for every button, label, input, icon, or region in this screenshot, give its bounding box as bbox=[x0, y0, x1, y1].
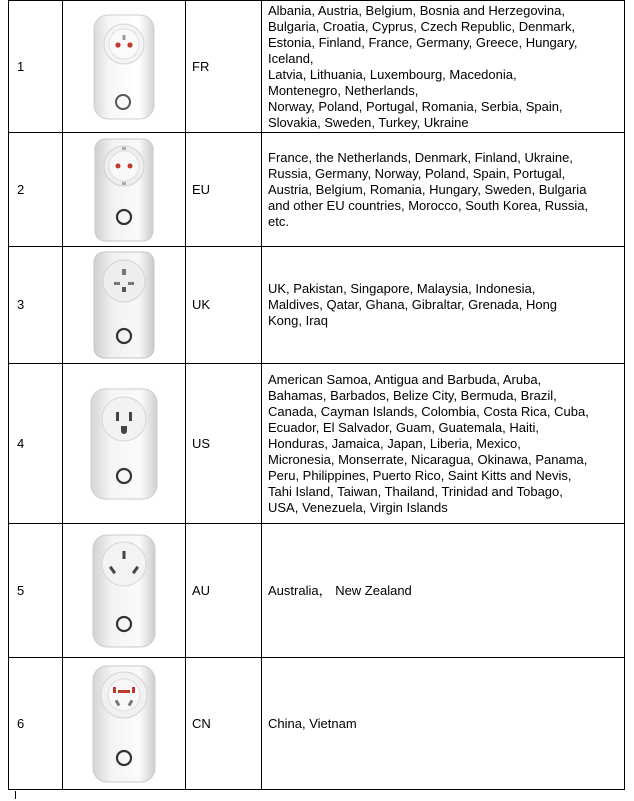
country-list: Albania, Austria, Belgium, Bosnia and Herzegovina, Bulgaria, Croatia, Cyprus, Czech Republic, Denmark, Estonia, Finland, France, Germany, Greece, Hungary, Iceland, Latvia, Lithuania, Luxembourg, Macedonia, Montenegro, Netherlands, Norway, Poland, Portugal, Romania, Serbia, Spain, Slovakia, Sweden, Turkey, Ukraine bbox=[268, 2, 578, 130]
fr-smart-plug-icon bbox=[92, 14, 156, 120]
country-list: France, the Netherlands, Denmark, Finland, Ukraine, Russia, Germany, Norway, Poland, Spain, Portugal, Austria, Belgium, Romania, Hungary, Sweden, Bulgaria and other EU countries, Morocco, South Korea, Russia, etc. bbox=[268, 149, 589, 229]
eu-smart-plug-icon bbox=[93, 138, 155, 242]
table-row bbox=[9, 133, 625, 247]
country-list-cell bbox=[262, 658, 625, 790]
table-row bbox=[9, 247, 625, 364]
country-list-cell bbox=[262, 524, 625, 658]
text-cursor-mark bbox=[15, 791, 16, 799]
country-list: China, Vietnam bbox=[268, 715, 357, 731]
plug-image-cell bbox=[63, 1, 186, 133]
plug-code: CN bbox=[186, 658, 262, 790]
row-number: 2 bbox=[9, 133, 63, 247]
au-smart-plug-icon bbox=[91, 534, 157, 648]
row-number: 3 bbox=[9, 247, 63, 364]
uk-smart-plug-icon bbox=[92, 251, 156, 359]
table-row bbox=[9, 364, 625, 524]
plug-code: UK bbox=[186, 247, 262, 364]
row-number: 6 bbox=[9, 658, 63, 790]
table-row bbox=[9, 524, 625, 658]
row-number: 4 bbox=[9, 364, 63, 524]
row-number: 5 bbox=[9, 524, 63, 658]
country-list-cell bbox=[262, 133, 625, 247]
plug-image-cell bbox=[63, 364, 186, 524]
country-list: UK, Pakistan, Singapore, Malaysia, Indonesia, Maldives, Qatar, Ghana, Gibraltar, Grenada, Hong Kong, Iraq bbox=[268, 281, 558, 328]
plug-image-cell bbox=[63, 658, 186, 790]
plug-image-cell bbox=[63, 247, 186, 364]
us-smart-plug-icon bbox=[89, 388, 159, 500]
country-list-cell bbox=[262, 247, 625, 364]
plug-image-cell bbox=[63, 524, 186, 658]
cn-smart-plug-icon bbox=[91, 665, 157, 783]
plug-code: FR bbox=[186, 1, 262, 133]
plug-code: US bbox=[186, 364, 262, 524]
table-row bbox=[9, 1, 625, 133]
plug-code: EU bbox=[186, 133, 262, 247]
country-list-cell bbox=[262, 1, 625, 133]
country-list-cell bbox=[262, 364, 625, 524]
country-list: Australia， New Zealand bbox=[268, 582, 412, 598]
country-list: American Samoa, Antigua and Barbuda, Aruba, Bahamas, Barbados, Belize City, Bermuda, Brazil, Canada, Cayman Islands, Colombia, Costa Rica, Cuba, Ecuador, El Salvador, Guam, Guatemala, Haiti, Honduras, Jamaica, Japan, Liberia, Mexico, Micronesia, Monserrate, Nicaragua, Okinawa, Panama, Peru, Philippines, Puerto Rico, Saint Kitts and Nevis, Tahi Island, Taiwan, Thailand, Trinidad and Tobago, USA, Venezuela, Virgin Islands bbox=[268, 371, 589, 515]
table-row bbox=[9, 658, 625, 790]
plug-code: AU bbox=[186, 524, 262, 658]
row-number: 1 bbox=[9, 1, 63, 133]
plug-image-cell bbox=[63, 133, 186, 247]
plug-type-table bbox=[8, 0, 625, 790]
